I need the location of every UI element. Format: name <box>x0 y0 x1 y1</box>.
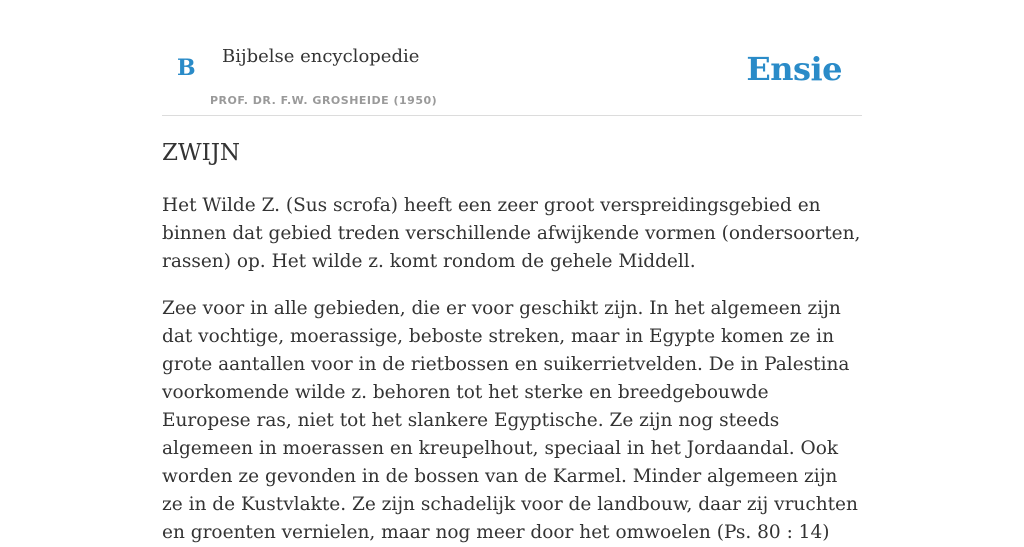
article-title: ZWIJN <box>162 140 241 166</box>
page-container <box>162 0 862 543</box>
book-logo[interactable]: B <box>177 55 196 81</box>
article-paragraph: Het Wilde Z. (Sus scrofa) heeft een zeer groot verspreidingsgebied en binnen dat gebied treden verschillende afwijkende vormen (ondersoorten, rassen) op. Het wilde z. komt rondom de gehele Middell. <box>162 195 861 272</box>
book-author: PROF. DR. F.W. GROSHEIDE (1950) <box>210 94 438 107</box>
article-paragraph: Zee voor in alle gebieden, die er voor geschikt zijn. In het algemeen zijn dat vochtige, moerassige, beboste streken, maar in Egypte komen ze in grote aantallen voor in de rietbossen en suikerrietvelden. De in Palestina voorkomende wilde z. behoren tot het sterke en breedgebouwde Europese ras, niet tot het slankere Egyptische. Ze zijn nog steeds algemeen in moerassen en kreupelhout, speciaal in het Jordaandal. Ook worden ze gevonden in de bossen van de Karmel. Minder algemeen zijn ze in de Kustvlakte. Ze zijn schadelijk voor de landbouw, daar zij vruchten en groenten vernielen, maar nog meer door het omwoelen (Ps. 80 : 14) <box>162 298 858 543</box>
header <box>162 0 862 116</box>
book-title[interactable]: Bijbelse encyclopedie <box>222 46 420 67</box>
ensie-logo[interactable]: Ensie <box>746 50 842 88</box>
